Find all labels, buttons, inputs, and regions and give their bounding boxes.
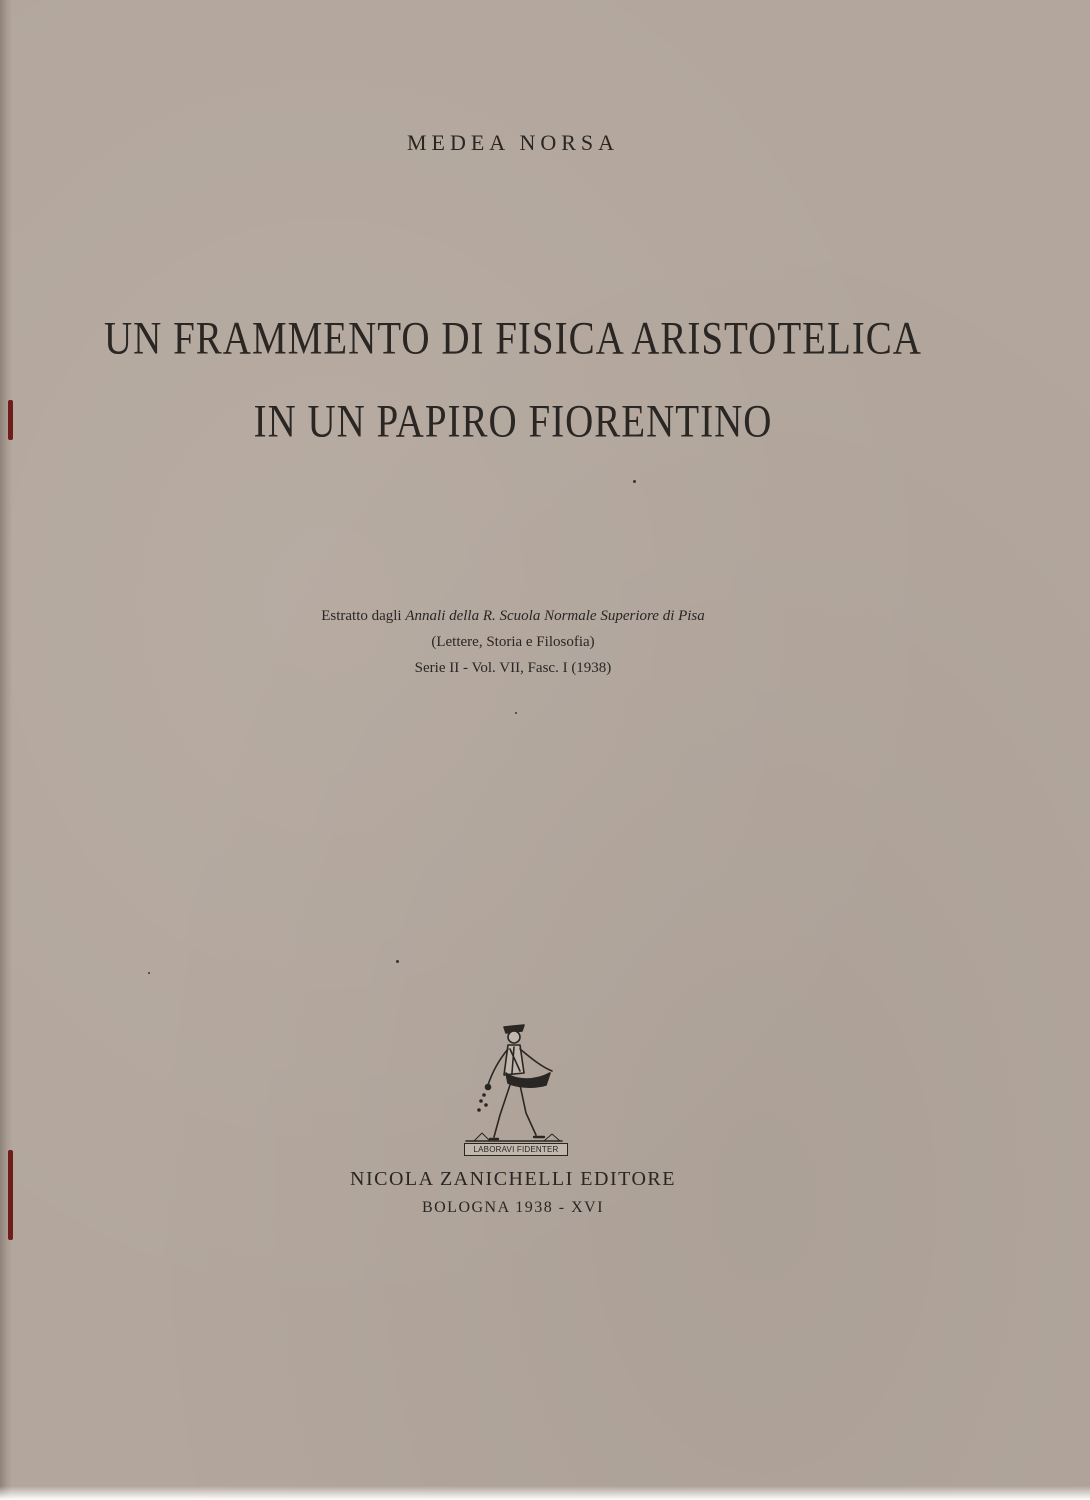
paper-speck <box>633 480 636 483</box>
journal-name: Annali della R. Scuola Normale Superiore di Pisa <box>405 608 705 624</box>
emblem-motto: LABORAVI FIDENTER <box>464 1143 568 1156</box>
paper-speck <box>515 712 517 714</box>
paper-speck <box>396 960 399 963</box>
extract-prefix: Estratto dagli <box>321 608 402 624</box>
spine-edge <box>0 0 12 1500</box>
extract-issue: Serie II - Vol. VII, Fasc. I (1938) <box>414 660 612 676</box>
title-line-1: UN FRAMMENTO DI FISICA ARISTOTELICA <box>104 313 922 364</box>
publication-place-date: BOLOGNA 1938 - XVI <box>421 1199 605 1216</box>
author-name: MEDEA NORSA <box>406 130 620 155</box>
title-line-2: IN UN PAPIRO FIORENTINO <box>253 396 773 447</box>
sower-icon <box>454 1015 574 1160</box>
publisher-name: NICOLA ZANICHELLI EDITORE <box>350 1168 676 1190</box>
binding-mark <box>8 1150 13 1240</box>
bottom-edge <box>0 1486 1090 1500</box>
extract-section: (Lettere, Storia e Filosofia) <box>431 634 595 650</box>
extract-source <box>0 608 1026 625</box>
paper-speck <box>148 972 150 974</box>
